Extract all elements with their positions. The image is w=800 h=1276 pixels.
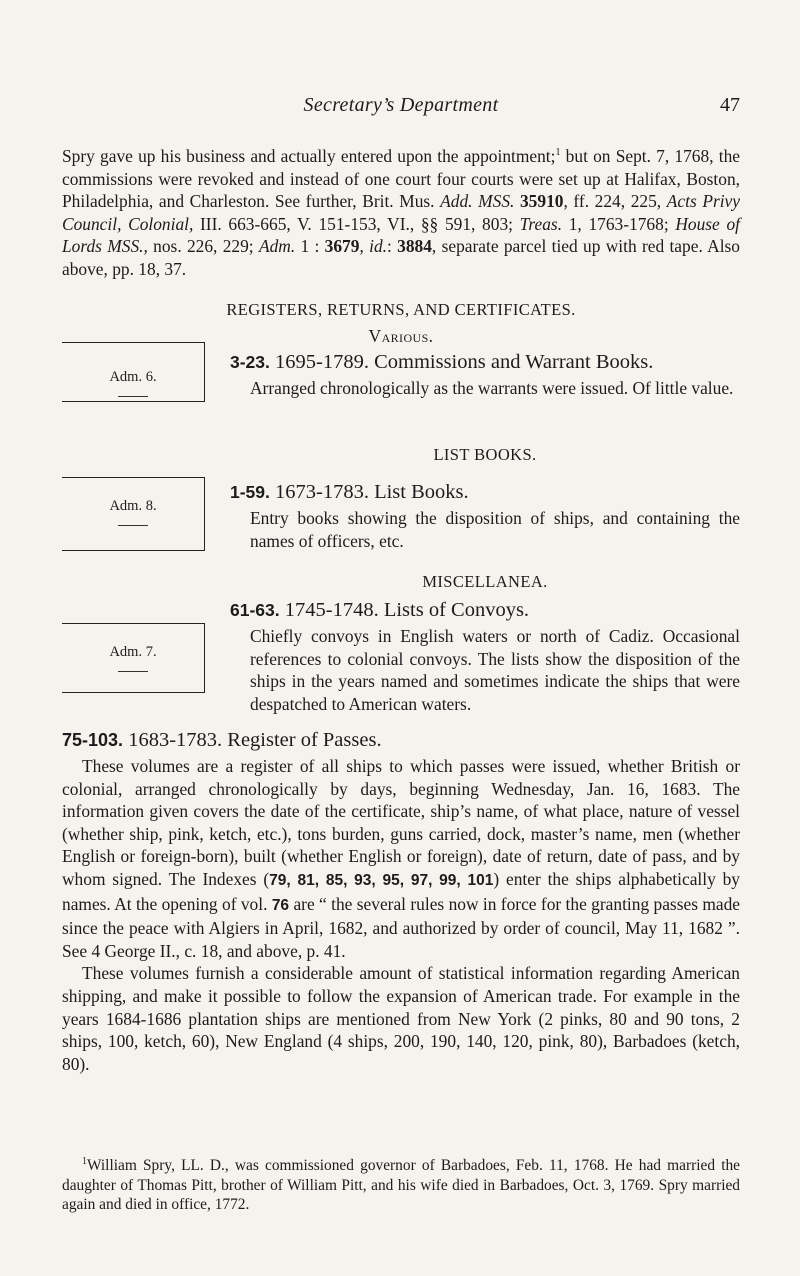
citation-acts-privy-council: Acts Privy Council, Colonial, xyxy=(62,191,740,234)
running-title: Secretary’s Department xyxy=(303,94,499,116)
section-heading: REGISTERS, RETURNS, AND CERTIFICATES. xyxy=(226,300,576,319)
adm-reference-label: Adm. 7. xyxy=(109,644,157,660)
citation-number: 3884 xyxy=(397,236,432,257)
intro-text: but on Sept. 7, 1768, the commissions were revoked and instead of one court four courts were set up at Halifax, Boston, Philadelphia, and Charleston. See further, Brit. Mus. xyxy=(62,146,740,212)
intro-text: : xyxy=(386,236,398,257)
page-number: 47 xyxy=(720,94,740,116)
intro-text: 1, 1763-1768; xyxy=(562,213,676,234)
section-subheading: Various. xyxy=(368,326,434,346)
footnote-text: William Spry, LL. D., was commissioned governor of Barbadoes, Feb. 11, 1768. He had married the daughter of Thomas Pitt, brother of William Pitt, and his wife died in Barbadoes, Oct. 3, 1769. Spry married again and died in office, 1772. xyxy=(62,1157,740,1214)
entry-list-books xyxy=(230,480,740,552)
register-paragraph-2: These volumes furnish a considerable amount of statistical information regarding American shipping, and make it possible to follow the expansion of American trade. For example in the years 1684-1686 plantation ships are mentioned from New York (2 pinks, 80 and 90 tons, 2 ships, 100, ketch, 60), New England (4 ships, 200, 190, 140, 120, pink, 80), Barbadoes (ketch, 80). xyxy=(62,963,740,1074)
entry-lists-of-convoys xyxy=(230,598,740,715)
adm-reference-box xyxy=(62,477,205,551)
adm-reference-box xyxy=(62,342,205,402)
citation-number: 35910 xyxy=(519,191,564,212)
register-text: ) enter the ships alphabetically by names. At the opening of vol. xyxy=(62,868,741,914)
adm-reference-label: Adm. 6. xyxy=(109,369,157,385)
register-index-numbers: 79, 81, 85, 93, 95, 97, 99, 101 xyxy=(269,871,494,889)
entry-title-text: 1673-1783. List Books. xyxy=(269,481,469,503)
running-head xyxy=(62,94,740,124)
register-text: are “ the several rules now in force for the granting passes made since the peace with Algiers in April, 1682, and authorized by order of council, May 11, 1682 ”. See 4 George II., c. 18, and above, p. 41. xyxy=(62,893,740,961)
section-heading-miscellanea: MISCELLANEA. xyxy=(422,572,548,591)
entry-number: 61-63. xyxy=(230,600,280,620)
adm-reference-label: Adm. 8. xyxy=(109,498,157,514)
intro-text: , xyxy=(359,236,370,257)
adm-reference-box xyxy=(62,623,205,693)
entry-number: 3-23. xyxy=(230,352,270,372)
citation-house-of-lords: House of Lords MSS., xyxy=(62,213,740,257)
register-volume-number: 76 xyxy=(271,896,290,914)
entry-description: Arranged chronologically as the warrants were issued. Of little value. xyxy=(250,378,734,398)
entry-title xyxy=(230,598,740,622)
divider xyxy=(118,396,148,397)
footnote-ref: 1 xyxy=(555,147,561,159)
intro-text: Spry gave up his business and actually entered upon the appointment; xyxy=(62,146,556,166)
divider xyxy=(118,671,148,672)
citation-adm: Adm. xyxy=(258,236,296,257)
divider xyxy=(118,525,148,526)
footnote-mark: 1 xyxy=(82,1155,87,1167)
intro-text: III. 663-665, V. 151-153, VI., §§ 591, 803; xyxy=(193,213,520,234)
entry-description: Entry books showing the disposition of ships, and containing the names of officers, etc. xyxy=(250,508,740,551)
section-heading-list-books: LIST BOOKS. xyxy=(433,445,537,464)
entry-title xyxy=(230,480,740,504)
register-paragraph-1 xyxy=(62,755,740,962)
footnote xyxy=(62,1156,740,1215)
entry-number: 1-59. xyxy=(230,482,270,502)
citation-number: 3679 xyxy=(324,236,360,257)
entry-number: 75-103. xyxy=(62,730,124,750)
citation-treas: Treas. xyxy=(519,213,563,234)
intro-text: , ff. 224, 225, xyxy=(563,191,667,212)
entry-description: Chiefly convoys in English waters or north of Cadiz. Occasional references to colonial convoys. The lists show the disposition of the ships in the years named and sometimes indicate the ships that were despatched to American waters. xyxy=(250,626,740,714)
register-text: These volumes are a register of all ships to which passes were issued, whether British or colonial, arranged chronologically by days, beginning Wednesday, Jan. 16, 1683. The information given covers the date of the certificate, ship’s name, of what place, nature of vessel (whether ship, pink, ketch, etc.), tons burden, guns carried, dock, master’s name, men (whether English or foreign-born), built (whether English or foreign), date of return, date of pass, and by whom signed. The Indexes ( xyxy=(62,756,740,889)
citation-id: id. xyxy=(369,236,387,257)
intro-text: 1 : xyxy=(295,236,325,257)
entry-title-text: 1745-1748. Lists of Convoys. xyxy=(279,599,530,621)
entry-title-text: 1695-1789. Commissions and Warrant Books. xyxy=(269,351,654,373)
intro-text: nos. 226, 229; xyxy=(147,236,259,257)
citation-add-mss: Add. MSS. xyxy=(440,191,515,212)
intro-paragraph xyxy=(62,145,740,281)
entry-title xyxy=(230,350,740,374)
entry-title xyxy=(62,728,740,752)
intro-text: , separate parcel tied up with red tape. Also above, pp. 18, 37. xyxy=(62,236,740,279)
entry-title-text: 1683-1783. Register of Passes. xyxy=(123,729,382,751)
entry-commissions xyxy=(230,350,740,400)
entry-register-of-passes xyxy=(62,728,740,1075)
